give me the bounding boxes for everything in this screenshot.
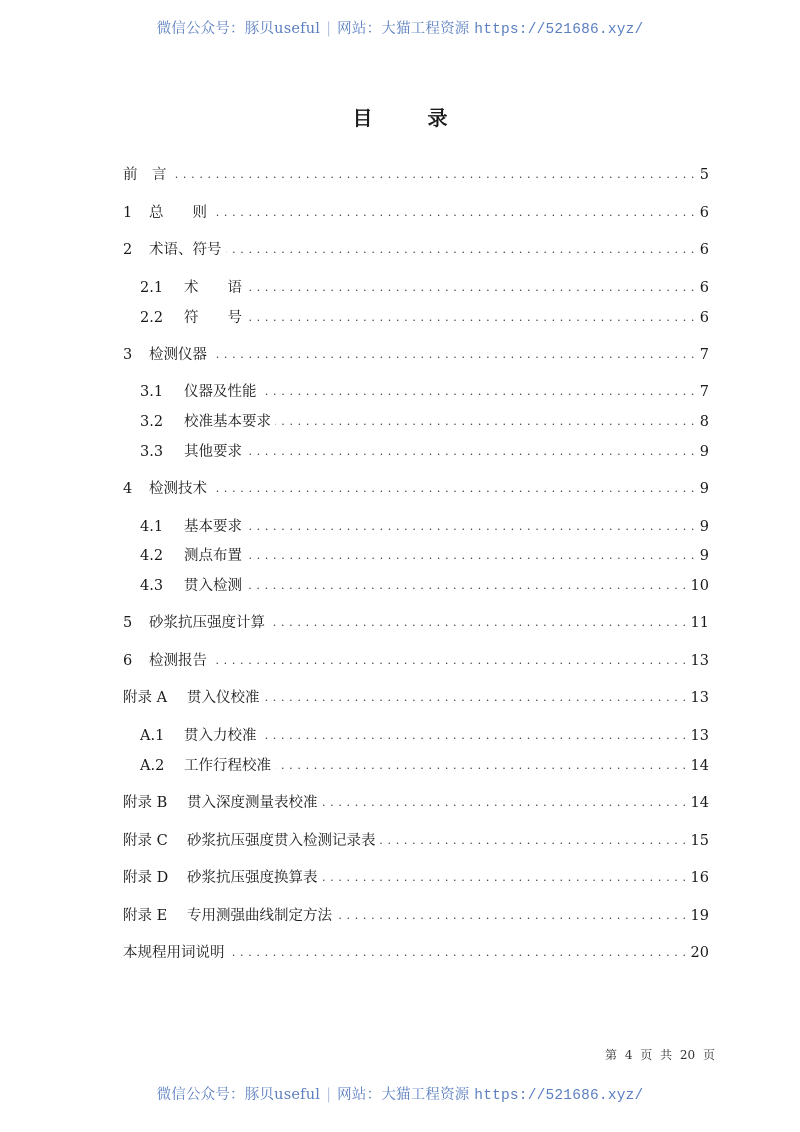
toc-entry-number: 4.1 [140, 519, 164, 535]
dot-leader [246, 545, 695, 567]
dot-leader [261, 725, 687, 747]
watermark-wechat: 微信公众号：豚贝useful [156, 1087, 321, 1103]
toc-entry-label: 工作行程校准 [184, 758, 271, 774]
dot-leader [246, 277, 695, 299]
toc-entry-number: 附录 E [123, 908, 168, 924]
toc-entry[interactable] [123, 905, 709, 927]
dot-leader [275, 755, 687, 777]
dot-leader [336, 905, 687, 927]
toc-entry-number: 1 [123, 205, 133, 221]
watermark-separator: | [326, 1087, 332, 1103]
toc-entry-page: 16 [690, 870, 709, 886]
toc-entry-label: 测点布置 [184, 548, 242, 564]
toc-entry-label: 基本要求 [184, 519, 242, 535]
toc-entry-page: 7 [699, 347, 709, 363]
toc-entry-label: 术 语 [184, 280, 242, 296]
toc-entry-page: 5 [699, 167, 709, 183]
dot-leader [246, 575, 687, 597]
toc-entry[interactable] [123, 867, 709, 889]
toc-entry-label: 检测报告 [149, 653, 207, 669]
toc-entry-label: 前 言 [123, 167, 167, 183]
toc-entry-page: 6 [699, 280, 709, 296]
toc-entry-number: 2.1 [140, 280, 164, 296]
toc-entry-label: 砂浆抗压强度换算表 [187, 870, 318, 886]
toc-entry-page: 19 [690, 908, 709, 924]
toc-entry-number: 4.2 [140, 548, 164, 564]
dot-leader [269, 612, 687, 634]
toc-entry-number: 6 [123, 653, 133, 669]
watermark-separator: | [326, 21, 332, 37]
toc-entry[interactable] [140, 411, 709, 433]
toc-entry[interactable] [140, 277, 709, 299]
toc-entry-page: 9 [699, 519, 709, 535]
toc-entry-page: 6 [699, 205, 709, 221]
toc-entry-number: A.1 [140, 728, 165, 744]
toc-entry[interactable] [140, 755, 709, 777]
toc-entry-label: 贯入仪校准 [187, 690, 260, 706]
dot-leader [246, 441, 695, 463]
toc-entry-label: 检测仪器 [149, 347, 207, 363]
toc-entry-page: 13 [690, 653, 709, 669]
dot-leader [264, 687, 687, 709]
toc-entry[interactable] [123, 612, 709, 634]
toc-entry-number: 4 [123, 481, 133, 497]
toc-entry[interactable] [140, 307, 709, 329]
toc-entry-page: 9 [699, 548, 709, 564]
toc-entry-page: 15 [690, 833, 709, 849]
dot-leader [380, 830, 687, 852]
watermark-footer [0, 1083, 800, 1104]
toc-entry[interactable] [140, 516, 709, 538]
toc-entry-page: 7 [699, 384, 709, 400]
dot-leader [261, 381, 696, 403]
toc-entry[interactable] [123, 478, 709, 500]
toc-entry-page: 8 [699, 414, 709, 430]
page-indicator: 第 4 页 共 20 页 [605, 1048, 715, 1062]
toc-entry[interactable] [123, 164, 709, 186]
toc-entry-label: 贯入深度测量表校准 [187, 795, 318, 811]
toc-entry-page: 20 [690, 945, 709, 961]
toc-entry-number: 5 [123, 615, 133, 631]
dot-leader [246, 307, 695, 329]
dot-leader [211, 202, 695, 224]
toc-entry-number: 附录 A [123, 690, 168, 706]
toc-entry[interactable] [123, 650, 709, 672]
dot-leader [211, 650, 687, 672]
toc-entry[interactable] [123, 239, 709, 261]
toc-entry[interactable] [123, 830, 709, 852]
toc-entry-page: 14 [690, 795, 709, 811]
toc-entry[interactable] [123, 687, 709, 709]
page-title: 目 录 [352, 106, 472, 130]
watermark-url[interactable]: https://521686.xyz/ [474, 22, 644, 38]
watermark-site: 网站：大猫工程资源 [337, 1087, 470, 1103]
toc-entry-page: 9 [699, 444, 709, 460]
toc-entry-number: 3.2 [140, 414, 164, 430]
toc-entry[interactable] [123, 202, 709, 224]
toc-entry-page: 10 [690, 578, 709, 594]
toc-entry-number: 附录 D [123, 870, 169, 886]
toc-entry[interactable] [123, 792, 709, 814]
dot-leader [322, 792, 687, 814]
toc-entry-page: 11 [690, 615, 709, 631]
watermark-wechat: 微信公众号：豚贝useful [156, 21, 321, 37]
toc-entry[interactable] [140, 575, 709, 597]
toc-entry-number: 4.3 [140, 578, 164, 594]
toc-entry-number: 2 [123, 242, 133, 258]
toc-entry-page: 9 [699, 481, 709, 497]
toc-entry-label: 校准基本要求 [184, 414, 271, 430]
toc-entry-number: 3.3 [140, 444, 164, 460]
dot-leader [171, 164, 696, 186]
watermark-url[interactable]: https://521686.xyz/ [474, 1088, 644, 1104]
toc-entry[interactable] [140, 441, 709, 463]
toc-entry[interactable] [140, 545, 709, 567]
toc-entry-page: 6 [699, 242, 709, 258]
toc-entry-number: A.2 [140, 758, 165, 774]
toc-entry[interactable] [123, 344, 709, 366]
toc-entry[interactable] [123, 942, 709, 964]
toc-entry-label: 符 号 [184, 310, 242, 326]
toc-entry-number: 2.2 [140, 310, 164, 326]
toc-entry-label: 砂浆抗压强度贯入检测记录表 [187, 833, 376, 849]
toc-entry-number: 3.1 [140, 384, 164, 400]
toc-entry-label: 其他要求 [184, 444, 242, 460]
toc-entry[interactable] [140, 725, 709, 747]
toc-entry-label: 专用测强曲线制定方法 [187, 908, 332, 924]
watermark-site: 网站：大猫工程资源 [337, 21, 470, 37]
toc-entry-page: 6 [699, 310, 709, 326]
toc-entry-label: 本规程用词说明 [123, 945, 225, 961]
dot-leader [211, 478, 695, 500]
toc-entry-label: 总 则 [149, 205, 207, 221]
dot-leader [275, 411, 695, 433]
toc-entry-label: 贯入检测 [184, 578, 242, 594]
toc-entry-label: 仪器及性能 [184, 384, 257, 400]
dot-leader [226, 239, 696, 261]
toc-entry-page: 14 [690, 758, 709, 774]
dot-leader [246, 516, 695, 538]
toc-entry-label: 检测技术 [149, 481, 207, 497]
toc-entry-label: 术语、符号 [149, 242, 222, 258]
dot-leader [211, 344, 695, 366]
toc-entry-number: 附录 C [123, 833, 168, 849]
toc-entry-number: 附录 B [123, 795, 168, 811]
toc-entry-label: 贯入力校准 [184, 728, 257, 744]
toc-entry[interactable] [140, 381, 709, 403]
toc-entry-label: 砂浆抗压强度计算 [149, 615, 265, 631]
toc-entry-number: 3 [123, 347, 133, 363]
dot-leader [229, 942, 687, 964]
toc-entry-page: 13 [690, 690, 709, 706]
toc-entry-page: 13 [690, 728, 709, 744]
dot-leader [322, 867, 687, 889]
